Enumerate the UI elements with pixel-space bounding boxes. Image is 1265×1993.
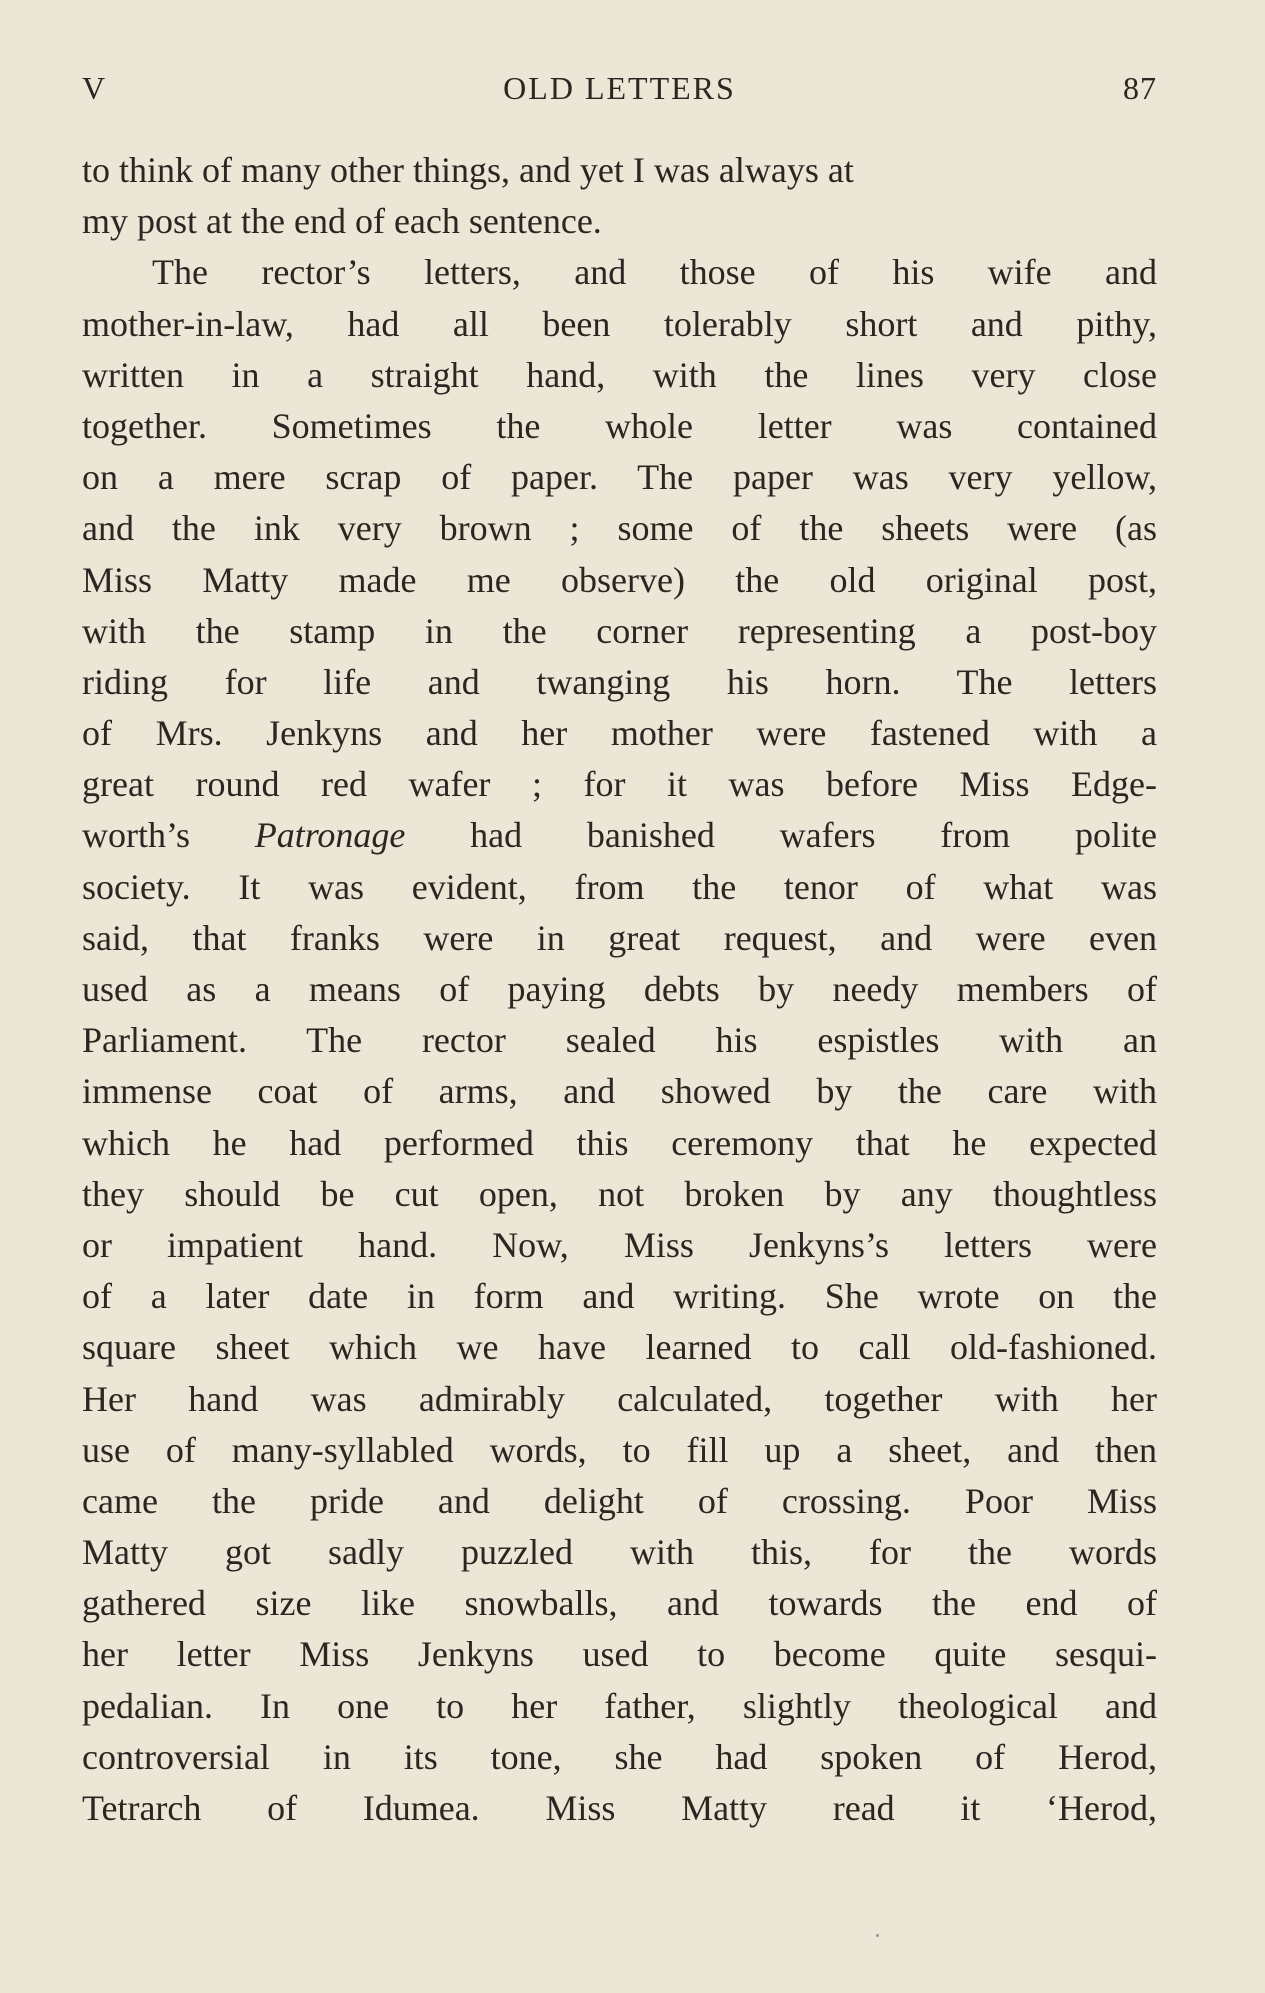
text-line: square sheet which we have learned to call old-fashioned.: [82, 1327, 1157, 1368]
text-line: society. It was evident, from the tenor of what was: [82, 866, 1157, 907]
text-line: riding for life and twanging his horn. The letters: [82, 661, 1157, 702]
paper-speck: [876, 1934, 879, 1937]
text-line: mother-in-law, had all been tolerably short and pithy,: [82, 303, 1157, 344]
chapter-title: OLD LETTERS: [503, 70, 736, 106]
text-line: which he had performed this ceremony that he expected: [82, 1122, 1157, 1163]
text-line: Miss Matty made me observe) the old original post,: [82, 559, 1157, 600]
text-line: written in a straight hand, with the lines very close: [82, 354, 1157, 395]
italic-title: Patronage: [254, 815, 406, 856]
text-line: they should be cut open, not broken by any thoughtless: [82, 1173, 1157, 1214]
page-number: 87: [1123, 70, 1157, 106]
text-line: her letter Miss Jenkyns used to become quite sesqui-: [82, 1634, 1157, 1675]
text-line: my post at the end of each sentence.: [82, 201, 602, 242]
body-text: [82, 145, 1157, 1834]
text-line: Her hand was admirably calculated, together with her: [82, 1378, 1157, 1419]
text-line: together. Sometimes the whole letter was contained: [82, 405, 1157, 446]
text-line: to think of many other things, and yet I was always at: [82, 150, 854, 190]
text-line: immense coat of arms, and showed by the care with: [82, 1071, 1157, 1112]
text-line: on a mere scrap of paper. The paper was very yellow,: [82, 457, 1157, 498]
text-segment: worth’s: [82, 815, 255, 856]
text-line: use of many-syllabled words, to fill up a sheet, and then: [82, 1429, 1157, 1470]
text-line: said, that franks were in great request, and were even: [82, 917, 1157, 958]
text-line: great round red wafer ; for it was before Miss Edge-: [82, 764, 1157, 805]
text-segment: had banished wafers from polite: [405, 815, 1157, 856]
text-line: Parliament. The rector sealed his espistles with an: [82, 1020, 1157, 1061]
text-line: The rector’s letters, and those of his wife and: [152, 252, 1157, 293]
text-line-with-italic: [82, 810, 1157, 861]
chapter-number: V: [82, 70, 107, 106]
text-line: and the ink very brown ; some of the sheets were (as: [82, 508, 1157, 549]
text-line: Matty got sadly puzzled with this, for the words: [82, 1532, 1157, 1573]
text-line: used as a means of paying debts by needy members of: [82, 969, 1157, 1009]
text-line: of a later date in form and writing. She wrote on the: [82, 1276, 1157, 1317]
text-line: of Mrs. Jenkyns and her mother were fastened with a: [82, 713, 1157, 754]
text-line: controversial in its tone, she had spoken of Herod,: [82, 1736, 1157, 1777]
text-line: with the stamp in the corner representing a post-boy: [82, 610, 1157, 651]
text-line: Tetrarch of Idumea. Miss Matty read it ‘Herod,: [82, 1788, 1157, 1828]
running-head: [82, 70, 1157, 120]
text-line: or impatient hand. Now, Miss Jenkyns’s letters were: [82, 1224, 1157, 1265]
text-line: gathered size like snowballs, and towards the end of: [82, 1583, 1157, 1624]
text-line: came the pride and delight of crossing. Poor Miss: [82, 1480, 1157, 1521]
text-line: pedalian. In one to her father, slightly theological and: [82, 1685, 1157, 1726]
